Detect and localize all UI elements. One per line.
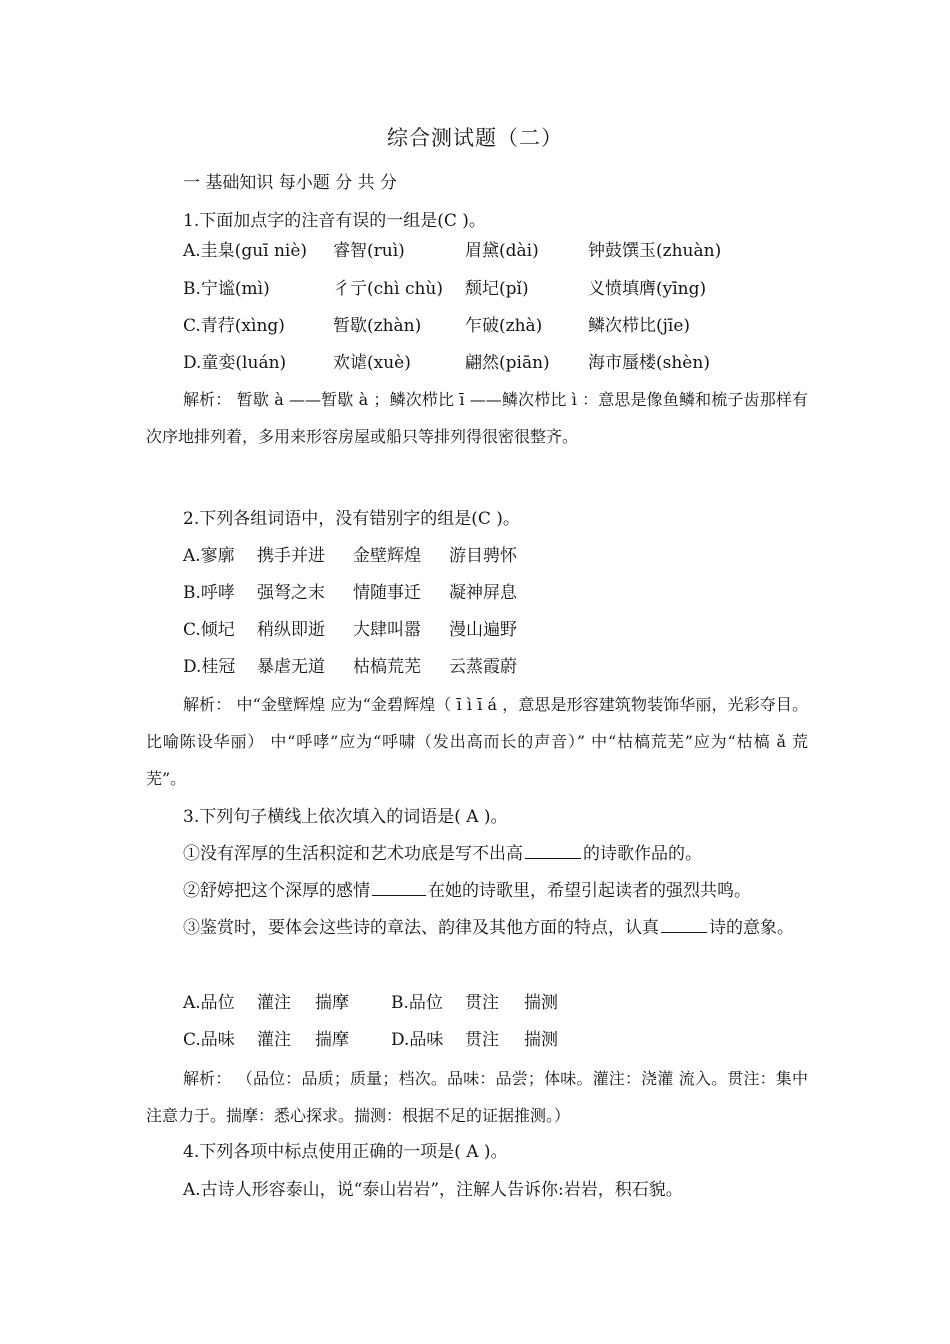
q3-analysis: 解析： （品位：品质；质量；档次。品味：品尝；体味。灌注：浇灌 流入。贯注：集中注意力于。揣摩：悉心探求。揣测：根据不足的证据推测。） (146, 1069, 808, 1125)
q1-a-1: A.圭臬(guī niè) (183, 241, 308, 261)
q1-option-c (183, 315, 690, 337)
q3-sentence-1 (183, 843, 702, 865)
q2-option-c (183, 619, 517, 641)
q3-options-ab (183, 992, 558, 1014)
q3-a-2: 灌注 (257, 993, 291, 1013)
q1-c-4: 鳞次栉比(jīe) (588, 316, 691, 336)
q3-d-3: 揣测 (524, 1030, 558, 1050)
q1-b-1: B.宁谧(mì) (183, 279, 270, 299)
q1-c-1: C.青荇(xìng) (183, 316, 285, 336)
q3-s2-pre: ②舒婷把这个深厚的感情 (183, 881, 370, 901)
question-1-stem: 1.下面加点字的注音有误的一组是(C )。 (183, 211, 486, 231)
q3-options-cd (183, 1029, 558, 1051)
q2-b-3: 情随事迁 (353, 583, 421, 603)
q2-d-1: D.桂冠 (183, 657, 236, 677)
question-4-stem: 4.下列各项中标点使用正确的一项是( A )。 (183, 1142, 508, 1162)
q1-a-2: 睿智(ruì) (333, 241, 405, 261)
q3-sentence-3 (146, 910, 808, 947)
q1-option-a (183, 240, 721, 262)
q2-analysis: 解析： 中“金壁辉煌 应为“金碧辉煌（ ī ì ī á ，意思是形容建筑物装饰华丽，光彩夺目。比喻陈设华丽） 中“呼哮”应为“呼啸（发出高而长的声音）” 中“枯槁荒芜”应为“枯槁 ǎ 荒芜”。 (146, 695, 808, 788)
q2-c-4: 漫山遍野 (449, 620, 517, 640)
fill-blank-1 (525, 844, 581, 859)
q3-d-2: 贯注 (465, 1030, 499, 1050)
q2-c-1: C.倾圮 (183, 620, 235, 640)
q2-option-d (183, 656, 517, 678)
q1-d-3: 翩然(piān) (465, 353, 550, 373)
q2-a-3: 金壁辉煌 (353, 546, 421, 566)
q3-a-1: A.品位 (183, 993, 235, 1013)
q3-s1-pre: ①没有浑厚的生活积淀和艺术功底是写不出高 (183, 844, 523, 864)
q3-b-3: 揣测 (524, 993, 558, 1013)
page-title: 综合测试题（二） (387, 126, 563, 150)
question-3-stem: 3.下列句子横线上依次填入的词语是( A )。 (183, 807, 508, 827)
q1-a-3: 眉黛(dài) (465, 241, 539, 261)
q1-c-3: 乍破(zhà) (465, 316, 543, 336)
fill-blank-2 (372, 881, 426, 896)
q4-option-a: A.古诗人形容泰山，说“泰山岩岩”，注解人告诉你:岩岩，积石貌。 (183, 1180, 683, 1200)
q2-c-3: 大肆叫嚣 (353, 620, 421, 640)
q2-b-1: B.呼哮 (183, 583, 235, 603)
q3-c-1: C.品味 (183, 1030, 235, 1050)
q1-d-1: D.童娈(luán) (183, 353, 287, 373)
q2-a-1: A.寥廓 (183, 546, 235, 566)
q1-a-4: 钟鼓馔玉(zhuàn) (588, 241, 722, 261)
fill-blank-3 (661, 918, 707, 933)
q1-c-2: 暂歇(zhàn) (333, 316, 422, 336)
q2-b-2: 强弩之末 (257, 583, 325, 603)
q2-a-2: 携手并进 (257, 546, 325, 566)
q2-d-4: 云蒸霞蔚 (449, 657, 517, 677)
q1-option-d (183, 352, 710, 374)
q2-d-3: 枯槁荒芜 (353, 657, 421, 677)
q2-a-4: 游目骋怀 (449, 546, 517, 566)
q2-option-b (183, 582, 517, 604)
q2-d-2: 暴虐无道 (257, 657, 325, 677)
q3-sentence-2 (183, 880, 751, 902)
q3-s1-post: 的诗歌作品的。 (583, 844, 702, 864)
q3-c-2: 灌注 (257, 1030, 291, 1050)
q3-b-2: 贯注 (465, 993, 499, 1013)
q2-option-a (183, 545, 517, 567)
q1-option-b (183, 278, 706, 300)
q1-b-4: 义愤填膺(yīng) (588, 279, 707, 299)
q1-d-2: 欢谑(xuè) (333, 353, 411, 373)
q2-c-2: 稍纵即逝 (257, 620, 325, 640)
section-heading: 一 基础知识 每小题 分 共 分 (183, 173, 398, 193)
question-2-stem: 2.下列各组词语中，没有错别字的组是(C )。 (183, 509, 520, 529)
q3-d-1: D.品味 (391, 1030, 444, 1050)
q1-b-2: 彳亍(chì chù) (333, 279, 443, 299)
q1-analysis: 解析： 暂歇 à ——暂歇 à ；鳞次栉比 ī ——鳞次栉比 ì ：意思是像鱼鳞和梳子齿那样有次序地排列着，多用来形容房屋或船只等排列得很密很整齐。 (146, 390, 808, 446)
q1-d-4: 海市蜃楼(shèn) (588, 353, 710, 373)
q1-b-3: 颓圮(pǐ) (465, 279, 529, 299)
q3-c-3: 揣摩 (315, 1030, 349, 1050)
q3-b-1: B.品位 (391, 993, 443, 1013)
q2-b-4: 凝神屏息 (449, 583, 517, 603)
q3-s2-post: 在她的诗歌里，希望引起读者的强烈共鸣。 (428, 881, 751, 901)
q3-a-3: 揣摩 (315, 993, 349, 1013)
q3-s3-pre: ③鉴赏时，要体会这些诗的章法、韵律及其他方面的特点，认真 (183, 918, 659, 938)
q3-s3-post: 诗的意象。 (709, 918, 794, 938)
